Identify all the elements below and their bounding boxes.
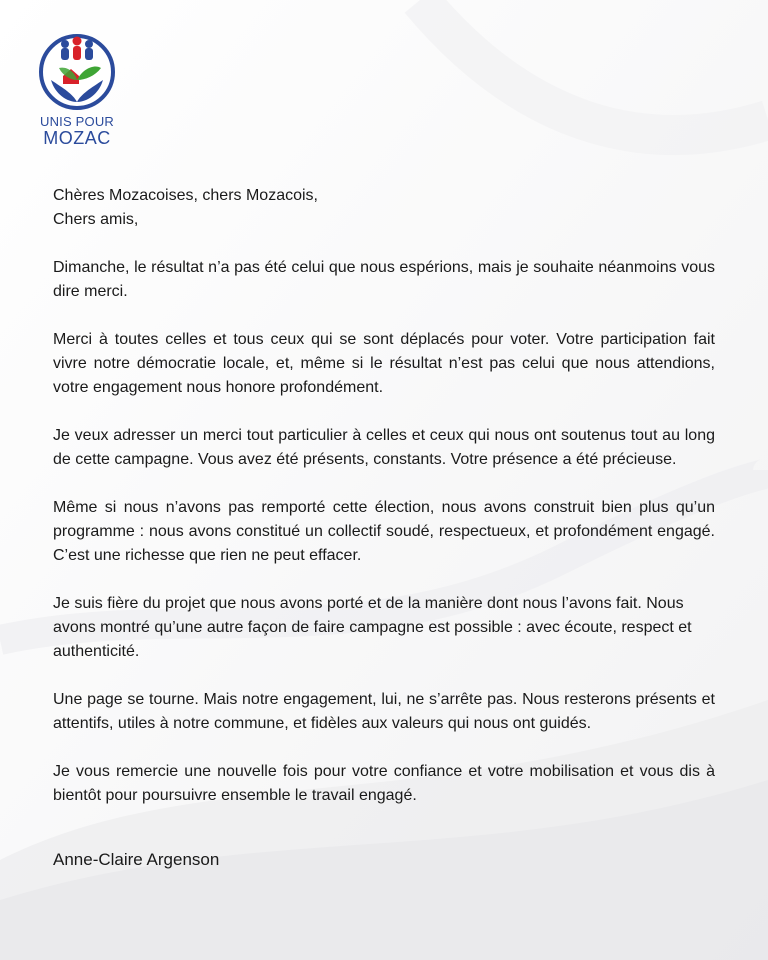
paragraph: Une page se tourne. Mais notre engagement, lui, ne s’arrête pas. Nous resterons présents et attentifs, utiles à notre commune, et fidèles aux valeurs qui nous ont guidés. xyxy=(53,691,715,732)
paragraph: Même si nous n’avons pas remporté cette élection, nous avons construit bien plus qu’un programme : nous avons constitué un collectif soudé, respectueux, et profondément engagé. C’est une richesse que rien ne peut effacer. xyxy=(53,499,715,564)
letter-body xyxy=(53,184,715,808)
paragraph: Je suis fière du projet que nous avons porté et de la manière dont nous l’avons fait. Nous avons montré qu’une autre façon de faire campagne est possible : avec écoute, respect et authenticité. xyxy=(53,595,692,660)
party-logo xyxy=(36,32,118,147)
greeting xyxy=(53,184,715,232)
signature: Anne-Claire Argenson xyxy=(53,850,220,869)
logo-emblem-icon xyxy=(37,32,117,112)
logo-text-line1: UNIS POUR xyxy=(39,114,115,129)
logo-text-line2: MOZAC xyxy=(43,128,111,148)
paragraph: Dimanche, le résultat n’a pas été celui que nous espérions, mais je souhaite néanmoins vous dire merci. xyxy=(53,259,715,300)
paragraph: Je veux adresser un merci tout particulier à celles et ceux qui nous ont soutenus tout au long de cette campagne. Vous avez été présents, constants. Votre présence a été précieuse. xyxy=(53,427,715,468)
greeting-line: Chères Mozacoises, chers Mozacois, xyxy=(53,187,318,204)
greeting-line: Chers amis, xyxy=(53,211,139,228)
paragraph: Merci à toutes celles et tous ceux qui se sont déplacés pour voter. Votre participation fait vivre notre démocratie locale, et, même si le résultat n’est pas celui que nous attendions, votre engagement nous honore profondément. xyxy=(53,331,715,396)
paragraph: Je vous remercie une nouvelle fois pour votre confiance et votre mobilisation et vous dis à bientôt pour poursuivre ensemble le travail engagé. xyxy=(53,763,715,804)
